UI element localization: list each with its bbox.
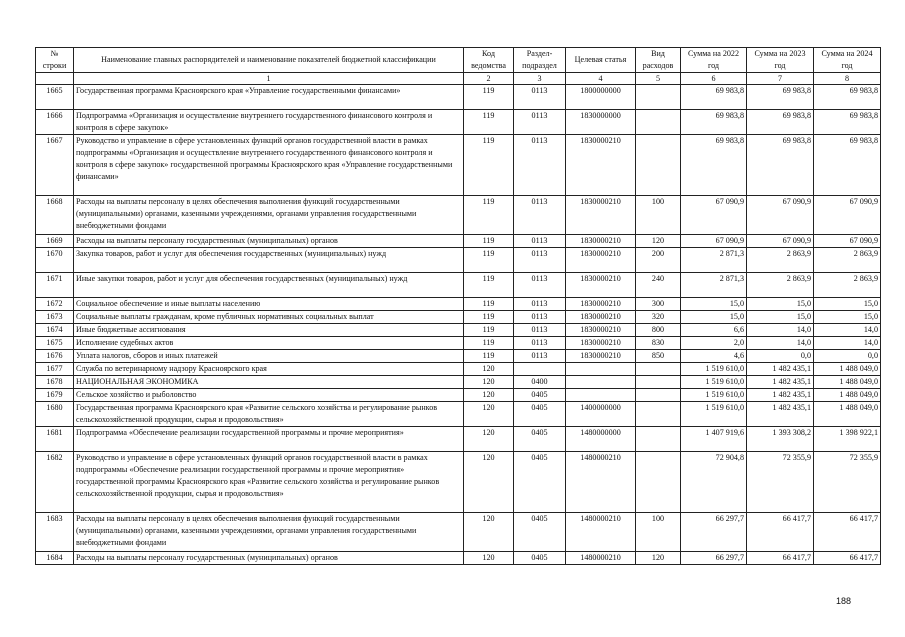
cell-name: Расходы на выплаты персоналу государственных (муниципальных) органов [74, 552, 464, 565]
cell-sum-2022: 72 904,8 [681, 452, 747, 513]
column-number: 2 [464, 73, 514, 85]
cell-exp-type: 320 [636, 311, 681, 324]
cell-sum-2022: 15,0 [681, 311, 747, 324]
cell-target: 1830000210 [566, 337, 636, 350]
cell-row-no: 1668 [36, 196, 74, 235]
cell-exp-type [636, 85, 681, 110]
cell-sum-2023: 15,0 [747, 298, 814, 311]
cell-sum-2022: 66 297,7 [681, 513, 747, 552]
table-row [36, 110, 881, 135]
table-row [36, 248, 881, 273]
cell-target: 1830000210 [566, 235, 636, 248]
cell-sum-2024: 2 863,9 [814, 273, 881, 298]
cell-exp-type: 100 [636, 196, 681, 235]
header-target: Целевая статья [566, 48, 636, 73]
table-header-row [36, 48, 881, 73]
cell-sum-2023: 1 482 435,1 [747, 376, 814, 389]
cell-sum-2024: 15,0 [814, 311, 881, 324]
cell-sum-2023: 14,0 [747, 324, 814, 337]
table-row [36, 389, 881, 402]
cell-exp-type: 850 [636, 350, 681, 363]
cell-dept-code: 119 [464, 311, 514, 324]
cell-name: Служба по ветеринарному надзору Красноярского края [74, 363, 464, 376]
cell-sum-2024: 69 983,8 [814, 85, 881, 110]
cell-row-no: 1672 [36, 298, 74, 311]
cell-section: 0113 [514, 298, 566, 311]
cell-section: 0405 [514, 452, 566, 513]
cell-target [566, 363, 636, 376]
cell-row-no: 1670 [36, 248, 74, 273]
cell-section: 0405 [514, 402, 566, 427]
budget-table [35, 47, 881, 565]
cell-row-no: 1667 [36, 135, 74, 196]
cell-name: Руководство и управление в сфере установленных функций органов государственной власти в рамках подпрограммы «Обеспечение реализации государственной программы и прочие мероприятия» государственной программы Красноярского края «Развитие сельского хозяйства и регулирование рынков сельскохозяйственной продукции, сырья и продовольствия» [74, 452, 464, 513]
cell-dept-code: 120 [464, 402, 514, 427]
table-body [36, 85, 881, 565]
cell-sum-2023: 67 090,9 [747, 235, 814, 248]
cell-target: 1830000210 [566, 273, 636, 298]
header-section: Раздел-подраздел [514, 48, 566, 73]
cell-dept-code: 120 [464, 427, 514, 452]
cell-exp-type: 240 [636, 273, 681, 298]
cell-section: 0113 [514, 350, 566, 363]
cell-dept-code: 120 [464, 513, 514, 552]
cell-name: НАЦИОНАЛЬНАЯ ЭКОНОМИКА [74, 376, 464, 389]
header-sum-2022: Сумма на 2022 год [681, 48, 747, 73]
cell-sum-2022: 15,0 [681, 298, 747, 311]
cell-target: 1400000000 [566, 402, 636, 427]
cell-sum-2022: 2 871,3 [681, 248, 747, 273]
cell-row-no: 1666 [36, 110, 74, 135]
table-row [36, 452, 881, 513]
column-number: 8 [814, 73, 881, 85]
cell-sum-2022: 67 090,9 [681, 235, 747, 248]
cell-exp-type [636, 363, 681, 376]
cell-sum-2022: 1 519 610,0 [681, 363, 747, 376]
cell-dept-code: 119 [464, 337, 514, 350]
column-number [36, 73, 74, 85]
cell-name: Государственная программа Красноярского края «Развитие сельского хозяйства и регулирование рынков сельскохозяйственной продукции, сырья и продовольствия» [74, 402, 464, 427]
cell-target [566, 376, 636, 389]
cell-dept-code: 119 [464, 298, 514, 311]
cell-dept-code: 120 [464, 552, 514, 565]
cell-sum-2024: 67 090,9 [814, 235, 881, 248]
cell-exp-type: 120 [636, 235, 681, 248]
header-sum-2024: Сумма на 2024 год [814, 48, 881, 73]
cell-section: 0113 [514, 135, 566, 196]
cell-target: 1480000210 [566, 552, 636, 565]
cell-name: Исполнение судебных актов [74, 337, 464, 350]
cell-dept-code: 119 [464, 324, 514, 337]
cell-dept-code: 119 [464, 273, 514, 298]
cell-sum-2022: 6,6 [681, 324, 747, 337]
table-row [36, 235, 881, 248]
table-row [36, 350, 881, 363]
cell-sum-2024: 67 090,9 [814, 196, 881, 235]
cell-sum-2024: 2 863,9 [814, 248, 881, 273]
header-name: Наименование главных распорядителей и наименование показателей бюджетной классификации [74, 48, 464, 73]
cell-row-no: 1669 [36, 235, 74, 248]
cell-target: 1830000210 [566, 350, 636, 363]
cell-sum-2023: 67 090,9 [747, 196, 814, 235]
table-row [36, 337, 881, 350]
column-numbers-row [36, 73, 881, 85]
cell-target: 1830000210 [566, 135, 636, 196]
cell-dept-code: 120 [464, 389, 514, 402]
cell-target: 1830000210 [566, 248, 636, 273]
cell-sum-2023: 66 417,7 [747, 552, 814, 565]
column-number: 1 [74, 73, 464, 85]
cell-target [566, 389, 636, 402]
page-number: 188 [836, 596, 852, 606]
cell-dept-code: 119 [464, 350, 514, 363]
cell-name: Уплата налогов, сборов и иных платежей [74, 350, 464, 363]
cell-name: Руководство и управление в сфере установленных функций органов государственной власти в рамках подпрограммы «Организация и осуществление внутреннего государственного финансового контроля и контроля в сфере закупок» государственной программы Красноярского края «Управление государственными финансами» [74, 135, 464, 196]
cell-section: 0113 [514, 248, 566, 273]
cell-sum-2024: 14,0 [814, 337, 881, 350]
cell-sum-2024: 1 398 922,1 [814, 427, 881, 452]
cell-section: 0113 [514, 85, 566, 110]
cell-sum-2022: 1 519 610,0 [681, 389, 747, 402]
cell-sum-2024: 14,0 [814, 324, 881, 337]
cell-sum-2023: 14,0 [747, 337, 814, 350]
cell-name: Расходы на выплаты персоналу государственных (муниципальных) органов [74, 235, 464, 248]
column-number: 7 [747, 73, 814, 85]
cell-sum-2022: 1 519 610,0 [681, 402, 747, 427]
cell-row-no: 1671 [36, 273, 74, 298]
cell-exp-type [636, 427, 681, 452]
cell-target: 1830000210 [566, 311, 636, 324]
table-row [36, 363, 881, 376]
cell-dept-code: 120 [464, 376, 514, 389]
cell-row-no: 1674 [36, 324, 74, 337]
table-row [36, 376, 881, 389]
cell-row-no: 1665 [36, 85, 74, 110]
cell-dept-code: 119 [464, 235, 514, 248]
cell-target: 1830000210 [566, 324, 636, 337]
cell-sum-2022: 1 407 919,6 [681, 427, 747, 452]
cell-name: Подпрограмма «Обеспечение реализации государственной программы и прочие мероприятия» [74, 427, 464, 452]
cell-dept-code: 120 [464, 363, 514, 376]
cell-name: Социальные выплаты гражданам, кроме публичных нормативных социальных выплат [74, 311, 464, 324]
cell-sum-2022: 69 983,8 [681, 110, 747, 135]
cell-sum-2024: 66 417,7 [814, 513, 881, 552]
cell-target: 1480000210 [566, 513, 636, 552]
cell-section: 0405 [514, 389, 566, 402]
cell-sum-2023: 1 393 308,2 [747, 427, 814, 452]
header-exp-type: Вид расходов [636, 48, 681, 73]
column-number: 6 [681, 73, 747, 85]
cell-row-no: 1683 [36, 513, 74, 552]
cell-sum-2022: 66 297,7 [681, 552, 747, 565]
cell-sum-2023: 0,0 [747, 350, 814, 363]
cell-sum-2023: 1 482 435,1 [747, 389, 814, 402]
cell-section [514, 363, 566, 376]
cell-sum-2022: 69 983,8 [681, 85, 747, 110]
column-number: 5 [636, 73, 681, 85]
cell-row-no: 1676 [36, 350, 74, 363]
cell-name: Иные закупки товаров, работ и услуг для обеспечения государственных (муниципальных) нужд [74, 273, 464, 298]
cell-sum-2023: 69 983,8 [747, 85, 814, 110]
table-row [36, 402, 881, 427]
cell-row-no: 1680 [36, 402, 74, 427]
cell-exp-type: 830 [636, 337, 681, 350]
cell-section: 0113 [514, 110, 566, 135]
cell-row-no: 1678 [36, 376, 74, 389]
cell-sum-2022: 2 871,3 [681, 273, 747, 298]
cell-row-no: 1677 [36, 363, 74, 376]
cell-dept-code: 119 [464, 85, 514, 110]
cell-sum-2022: 2,0 [681, 337, 747, 350]
cell-target: 1480000210 [566, 452, 636, 513]
cell-dept-code: 119 [464, 110, 514, 135]
cell-section: 0405 [514, 552, 566, 565]
table-row [36, 196, 881, 235]
cell-name: Иные бюджетные ассигнования [74, 324, 464, 337]
cell-sum-2022: 4,6 [681, 350, 747, 363]
cell-section: 0113 [514, 196, 566, 235]
cell-exp-type [636, 452, 681, 513]
column-number: 3 [514, 73, 566, 85]
header-row-no: № строки [36, 48, 74, 73]
table-row [36, 427, 881, 452]
cell-exp-type: 300 [636, 298, 681, 311]
cell-sum-2023: 72 355,9 [747, 452, 814, 513]
header-sum-2023: Сумма на 2023 год [747, 48, 814, 73]
cell-name: Подпрограмма «Организация и осуществление внутреннего государственного финансового контроля и контроля в сфере закупок» [74, 110, 464, 135]
cell-section: 0113 [514, 324, 566, 337]
cell-exp-type [636, 402, 681, 427]
cell-sum-2024: 72 355,9 [814, 452, 881, 513]
cell-exp-type [636, 376, 681, 389]
table-row [36, 552, 881, 565]
cell-section: 0113 [514, 311, 566, 324]
cell-sum-2024: 69 983,8 [814, 135, 881, 196]
cell-sum-2023: 2 863,9 [747, 273, 814, 298]
table-row [36, 273, 881, 298]
cell-name: Закупка товаров, работ и услуг для обеспечения государственных (муниципальных) нужд [74, 248, 464, 273]
cell-section: 0113 [514, 235, 566, 248]
cell-row-no: 1681 [36, 427, 74, 452]
cell-sum-2023: 69 983,8 [747, 135, 814, 196]
cell-target: 1830000210 [566, 298, 636, 311]
cell-sum-2024: 66 417,7 [814, 552, 881, 565]
cell-exp-type: 800 [636, 324, 681, 337]
cell-dept-code: 119 [464, 135, 514, 196]
cell-row-no: 1673 [36, 311, 74, 324]
header-dept-code: Код ведомства [464, 48, 514, 73]
cell-sum-2024: 1 488 049,0 [814, 389, 881, 402]
cell-target: 1480000000 [566, 427, 636, 452]
cell-sum-2023: 1 482 435,1 [747, 402, 814, 427]
cell-exp-type [636, 389, 681, 402]
cell-row-no: 1682 [36, 452, 74, 513]
cell-sum-2023: 1 482 435,1 [747, 363, 814, 376]
table-row [36, 135, 881, 196]
cell-sum-2023: 15,0 [747, 311, 814, 324]
cell-target: 1830000000 [566, 110, 636, 135]
cell-sum-2024: 1 488 049,0 [814, 363, 881, 376]
table-row [36, 513, 881, 552]
cell-section: 0405 [514, 513, 566, 552]
cell-sum-2023: 66 417,7 [747, 513, 814, 552]
table-row [36, 85, 881, 110]
cell-name: Расходы на выплаты персоналу в целях обеспечения выполнения функций государственными (муниципальными) органами, казенными учреждениями, органами управления государственными внебюджетными фондами [74, 513, 464, 552]
cell-name: Сельское хозяйство и рыболовство [74, 389, 464, 402]
cell-dept-code: 120 [464, 452, 514, 513]
cell-exp-type: 200 [636, 248, 681, 273]
cell-sum-2024: 1 488 049,0 [814, 402, 881, 427]
cell-name: Государственная программа Красноярского края «Управление государственными финансами» [74, 85, 464, 110]
cell-row-no: 1684 [36, 552, 74, 565]
cell-sum-2024: 1 488 049,0 [814, 376, 881, 389]
cell-sum-2022: 1 519 610,0 [681, 376, 747, 389]
cell-dept-code: 119 [464, 248, 514, 273]
cell-section: 0405 [514, 427, 566, 452]
cell-section: 0113 [514, 273, 566, 298]
cell-name: Социальное обеспечение и иные выплаты населению [74, 298, 464, 311]
cell-name: Расходы на выплаты персоналу в целях обеспечения выполнения функций государственными (муниципальными) органами, казенными учреждениями, органами управления государственными внебюджетными фондами [74, 196, 464, 235]
cell-sum-2022: 69 983,8 [681, 135, 747, 196]
column-number: 4 [566, 73, 636, 85]
table-row [36, 311, 881, 324]
cell-section: 0113 [514, 337, 566, 350]
cell-target: 1830000210 [566, 196, 636, 235]
cell-exp-type: 120 [636, 552, 681, 565]
cell-sum-2024: 15,0 [814, 298, 881, 311]
cell-sum-2022: 67 090,9 [681, 196, 747, 235]
cell-row-no: 1679 [36, 389, 74, 402]
cell-section: 0400 [514, 376, 566, 389]
cell-exp-type: 100 [636, 513, 681, 552]
cell-sum-2024: 0,0 [814, 350, 881, 363]
table-row [36, 324, 881, 337]
table-row [36, 298, 881, 311]
cell-exp-type [636, 135, 681, 196]
cell-dept-code: 119 [464, 196, 514, 235]
cell-row-no: 1675 [36, 337, 74, 350]
cell-sum-2023: 2 863,9 [747, 248, 814, 273]
cell-exp-type [636, 110, 681, 135]
cell-target: 1800000000 [566, 85, 636, 110]
cell-sum-2023: 69 983,8 [747, 110, 814, 135]
cell-sum-2024: 69 983,8 [814, 110, 881, 135]
